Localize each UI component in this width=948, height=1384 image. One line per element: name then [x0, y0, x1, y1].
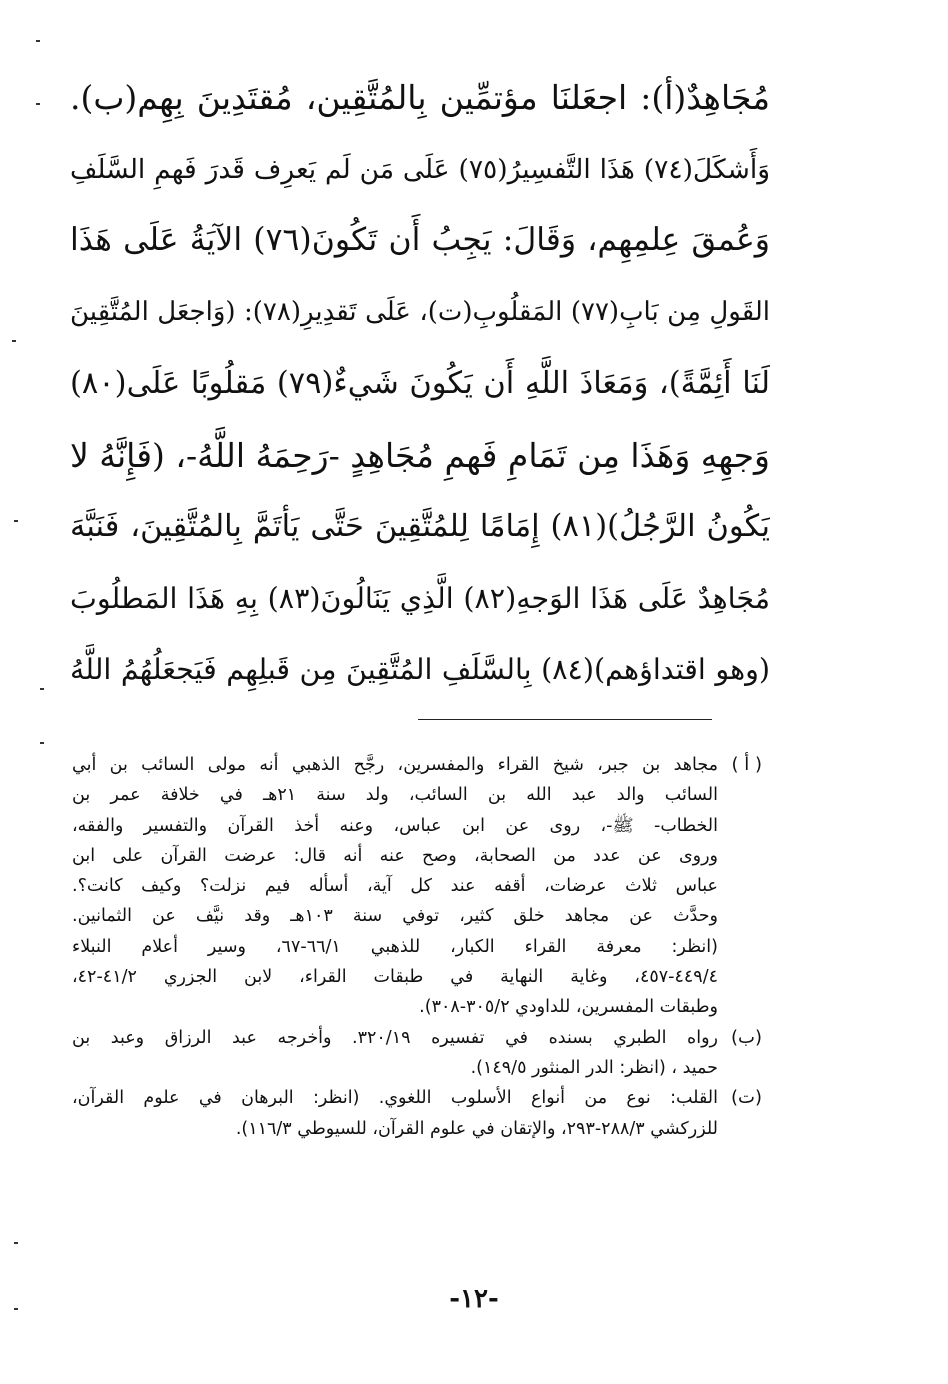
footnote-body [72, 750, 718, 1023]
footnote-line: حميد ، (انظر: الدر المنثور ١٤٩/٥). [470, 1057, 718, 1078]
scan-speck [14, 1308, 18, 1310]
footnote-separator [418, 719, 712, 720]
footnote-line: وروى عن عدد من الصحابة، وصح عنه أنه قال: عرضت القرآن على ابن [72, 845, 718, 866]
main-text-line: يَكُونُ الرَّجُلُ)(٨١) إِمَامًا لِلمُتَّقِينَ حَتَّى يَأتَمَّ بِالمُتَّقِينَ، فَنَبَّهَ [70, 509, 770, 544]
footnote-t [72, 1083, 762, 1144]
main-text-line: وَعُمقَ عِلمِهِم، وَقَالَ: يَجِبُ أَن تَكُونَ(٧٦) الآيَةُ عَلَى هَذَا [70, 222, 770, 258]
page-number: -١٢- [449, 1284, 499, 1314]
footnote-marker: (ب) [731, 1026, 762, 1048]
main-text-line: القَولِ مِن بَابِ(٧٧) المَقلُوبِ(ت)، عَلَى تَقدِيرِ(٧٨): (وَاجعَل المُتَّقِينَ [70, 296, 770, 327]
main-text-line: وَأَشكَلَ(٧٤) هَذَا التَّفسِيرُ(٧٥) عَلَى مَن لَم يَعرِف قَدرَ فَهمِ السَّلَفِ [70, 153, 770, 185]
main-text-line: لَنَا أَئِمَّةً)، وَمَعَاذَ اللَّهِ أَن يَكُونَ شَيءٌ(٧٩) مَقلُوبًا عَلَى(٨٠) [70, 366, 770, 401]
footnote-line: رواه الطبري بسنده في تفسيره ٣٢٠/١٩. وأخرجه عبد الرزاق وعبد بن [72, 1027, 718, 1048]
footnote-line: ٤٤٩/٤-٤٥٧، وغاية النهاية في طبقات القراء، لابن الجزري ٤١/٢-٤٢، [72, 967, 718, 988]
footnotes-section [72, 750, 762, 1144]
scan-speck [12, 340, 16, 342]
footnote-line: عباس ثلاث عرضات، أقفه عند كل آية، أسأله فيم نزلت؟ وكيف كانت؟. [72, 876, 718, 897]
footnote-marker: (ت) [731, 1087, 762, 1109]
footnote-line: السائب والد عبد الله بن السائب، ولد سنة ٢١هـ في خلافة عمر بن [72, 785, 718, 806]
scan-speck [40, 688, 44, 690]
footnote-line: القلب: نوع من أنواع الأسلوب اللغوي. (انظر: البرهان في علوم القرآن، [72, 1088, 718, 1109]
footnote-line: مجاهد بن جبر، شيخ القراء والمفسرين، رجَّح الذهبي أنه مولى السائب بن أبي [72, 755, 718, 775]
footnote-line: وحدَّث عن مجاهد خلق كثير، توفي سنة ١٠٣هـ وقد نيَّف عن الثمانين. [72, 906, 718, 927]
footnote-marker: ( أ ) [731, 754, 762, 775]
scan-speck [40, 742, 44, 744]
footnote-line: (انظر: معرفة القراء الكبار، للذهبي ٦٦/١-٦٧، وسير أعلام النبلاء [72, 936, 718, 957]
main-text-line: مُجَاهِدٌ عَلَى هَذَا الوَجهِ(٨٢) الَّذِي يَنَالُونَ(٨٣) بِهِ هَذَا المَطلُوبَ [70, 581, 770, 615]
footnote-body [72, 1083, 718, 1144]
main-text-line: وَجهِهِ وَهَذَا مِن تَمَامِ فَهمِ مُجَاهِدٍ -رَحِمَهُ اللَّهُ-، (فَإِنَّهُ لا [70, 435, 770, 475]
main-text-body [70, 62, 770, 706]
footnote-body [72, 1023, 718, 1084]
footnote-line: الخطاب- ﷺ-، روى عن ابن عباس، وعنه أخذ القرآن والتفسير والفقه، [72, 815, 718, 836]
scan-speck [14, 520, 18, 522]
footnote-a [72, 750, 762, 1023]
footnote-line: للزركشي ٢٨٨/٣-٢٩٣، والإتقان في علوم القرآن، للسيوطي ١١٦/٣). [235, 1118, 718, 1139]
main-text-line: مُجَاهِدٌ(أ): اجعَلنَا مؤتمِّين بِالمُتَّقِين، مُقتَدِينَ بِهِم(ب). [70, 78, 770, 117]
footnote-b [72, 1023, 762, 1084]
main-text-line: (وهو اقتداؤهم)(٨٤) بِالسَّلَفِ المُتَّقِينَ مِن قَبلِهِم فَيَجعَلُهُمُ اللَّهُ [70, 653, 770, 686]
scan-speck [36, 40, 40, 42]
footnote-line: وطبقات المفسرين، للداودي ٣٠٥/٢-٣٠٨). [419, 997, 718, 1018]
scan-speck [36, 103, 40, 105]
scan-speck [14, 1242, 18, 1244]
